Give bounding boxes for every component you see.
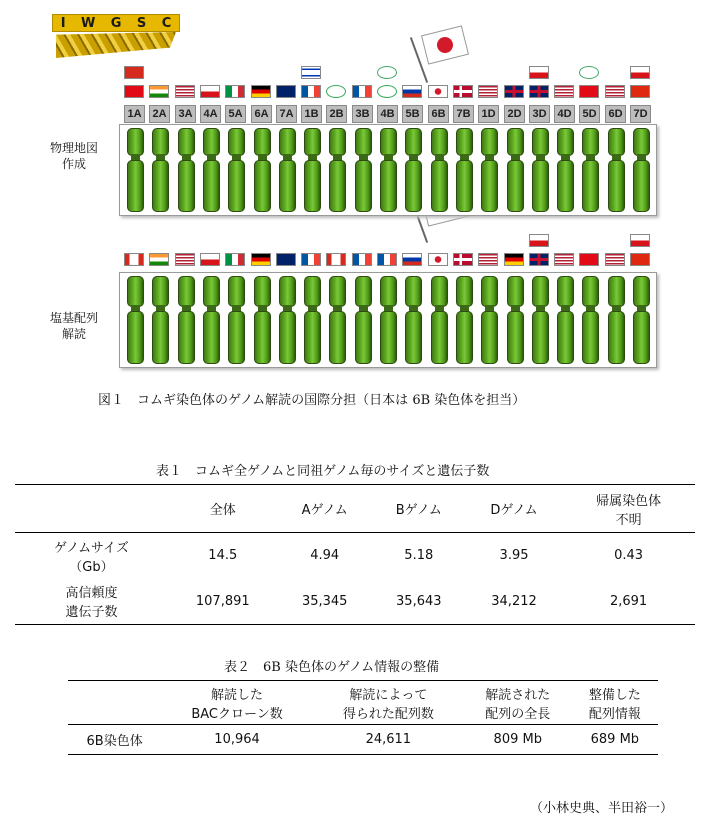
table-header-cell	[68, 681, 161, 725]
japan-flag-icon	[428, 253, 448, 266]
chromosome-3B	[355, 128, 372, 212]
chromosome-2B	[329, 276, 346, 364]
uk-flag-icon	[529, 253, 549, 266]
germany-flag-icon	[251, 253, 271, 266]
table-cell: 10,964	[214, 732, 260, 747]
russia-flag-icon	[402, 253, 422, 266]
table2	[68, 680, 658, 755]
turkey-flag-icon	[124, 85, 144, 98]
sequencing-chromosome-panel	[119, 272, 657, 368]
chromosome-7B	[456, 276, 473, 364]
chromosome-2A	[152, 276, 169, 364]
chromosome-3D	[532, 276, 549, 364]
australia-flag-icon	[276, 85, 296, 98]
chromosome-4D	[557, 276, 574, 364]
logo-letter: I	[60, 15, 66, 31]
table1-caption: 表１ コムギ全ゲノムと同祖ゲノム毎のサイズと遺伝子数	[156, 464, 490, 479]
table-header-cell: Aゲノム	[301, 503, 348, 518]
chromosome-5D	[582, 128, 599, 212]
table-cell: 14.5	[208, 548, 238, 564]
chromosome-5B	[405, 276, 422, 364]
table-cell: 0.43	[614, 548, 644, 564]
japan-flag-icon	[428, 85, 448, 98]
italy-flag-icon	[225, 85, 245, 98]
wheat-ear-image	[56, 32, 176, 58]
table-cell: 35,643	[396, 593, 442, 609]
row-label: 6B染色体	[86, 734, 143, 749]
usa-flag-icon	[175, 85, 195, 98]
logo-bayer-flag-icon	[377, 66, 397, 79]
chromosome-1B	[304, 276, 321, 364]
chromosome-label-1D: 1D	[478, 105, 499, 123]
logo-letter: W	[81, 15, 96, 31]
usa-flag-icon	[605, 85, 625, 98]
table-header-cell	[15, 485, 168, 533]
authors: （小林史典、半田裕一）	[530, 801, 674, 816]
row-label: 高信頼度 遺伝子数	[65, 586, 118, 621]
chromosome-6D	[608, 276, 625, 364]
table-row	[15, 533, 695, 579]
china-flag-icon	[630, 253, 650, 266]
chromosome-6B	[431, 276, 448, 364]
table1	[15, 484, 695, 625]
chromosome-2D	[507, 276, 524, 364]
canada-flag-icon	[326, 253, 346, 266]
row-label-sequencing: 塩基配列 解読	[49, 311, 98, 341]
usa-flag-icon	[554, 253, 574, 266]
chromosome-4D	[557, 128, 574, 212]
chromosome-2B	[329, 128, 346, 212]
chromosome-7A	[279, 128, 296, 212]
usa-flag-icon	[554, 85, 574, 98]
italy-flag-icon	[225, 253, 245, 266]
france-flag-icon	[301, 253, 321, 266]
physical-map-chromosome-panel	[119, 124, 657, 216]
chromosome-3B	[355, 276, 372, 364]
czech-flag-icon	[200, 85, 220, 98]
row-label: ゲノムサイズ （Gb）	[54, 540, 129, 575]
chromosome-label-2D: 2D	[504, 105, 525, 123]
turkey-flag-icon	[579, 85, 599, 98]
chromosome-label-3B: 3B	[352, 105, 373, 123]
table-cell: 35,345	[301, 593, 348, 609]
table-cell: 24,611	[365, 732, 412, 747]
chromosome-7A	[279, 276, 296, 364]
chromosome-1A	[127, 128, 144, 212]
chromosome-label-6A: 6A	[251, 105, 272, 123]
table-header-cell: 解読によって 得られた配列数	[342, 687, 434, 722]
chromosome-label-7B: 7B	[453, 105, 474, 123]
norway-flag-icon	[453, 85, 473, 98]
chromosome-5B	[405, 128, 422, 212]
chromosome-3A	[178, 276, 195, 364]
chromosome-4A	[203, 128, 220, 212]
japan-big-flag-icon	[421, 25, 469, 64]
chromosome-label-7D: 7D	[630, 105, 651, 123]
chromosome-6B	[431, 128, 448, 212]
table-header-cell: 全体	[209, 503, 236, 518]
turkey-flag-icon	[579, 253, 599, 266]
chromosome-label-5D: 5D	[579, 105, 600, 123]
table-row	[15, 579, 695, 625]
norway-flag-icon	[453, 253, 473, 266]
chromosome-label-6B: 6B	[428, 105, 449, 123]
canada-flag-icon	[124, 253, 144, 266]
table-cell: 34,212	[491, 593, 537, 609]
chromosome-label-4B: 4B	[377, 105, 398, 123]
logo-letter: S	[136, 15, 147, 31]
chromosome-4A	[203, 276, 220, 364]
table-row	[68, 725, 658, 755]
chromosome-label-7A: 7A	[276, 105, 297, 123]
chromosome-label-3D: 3D	[529, 105, 550, 123]
czech-flag-icon	[529, 234, 549, 247]
uk-flag-icon	[504, 85, 524, 98]
chromosome-2A	[152, 128, 169, 212]
sweden-logo-flag-icon	[377, 85, 397, 98]
table-cell: 3.95	[499, 548, 529, 564]
table-cell: 5.18	[404, 548, 434, 564]
logo-bayer-flag-icon	[579, 66, 599, 79]
logo-letter: G	[110, 15, 122, 31]
chromosome-7D	[633, 128, 650, 212]
usa-flag-icon	[605, 253, 625, 266]
logo-letter: C	[161, 15, 172, 31]
czech-flag-icon	[630, 66, 650, 79]
russia-flag-icon	[402, 85, 422, 98]
chromosome-4B	[380, 128, 397, 212]
france-flag-icon	[301, 85, 321, 98]
chromosome-4B	[380, 276, 397, 364]
chromosome-6D	[608, 128, 625, 212]
chromosome-3D	[532, 128, 549, 212]
chromosome-1D	[481, 276, 498, 364]
chromosome-5A	[228, 128, 245, 212]
chromosome-label-1B: 1B	[301, 105, 322, 123]
iwgsc-logo	[52, 14, 180, 60]
table-cell: 2,691	[609, 593, 648, 609]
sweden-logo-flag-icon	[326, 85, 346, 98]
germany-flag-icon	[504, 253, 524, 266]
table-header-cell: Dゲノム	[490, 503, 538, 518]
germany-flag-icon	[251, 85, 271, 98]
chromosome-1B	[304, 128, 321, 212]
chromosome-7D	[633, 276, 650, 364]
usa-flag-icon	[478, 85, 498, 98]
chromosome-1D	[481, 128, 498, 212]
table-cell: 4.94	[310, 548, 340, 564]
china-flag-icon	[630, 85, 650, 98]
figure1-caption: 図１ コムギ染色体のゲノム解読の国際分担（日本は 6B 染色体を担当）	[98, 393, 526, 408]
chromosome-label-4A: 4A	[200, 105, 221, 123]
chromosome-6A	[254, 128, 271, 212]
usa-flag-icon	[175, 253, 195, 266]
table-header-cell: 解読した BACクローン数	[191, 687, 283, 722]
chromosome-label-6D: 6D	[605, 105, 626, 123]
chromosome-5A	[228, 276, 245, 364]
australia-flag-icon	[276, 253, 296, 266]
usa-flag-icon	[478, 253, 498, 266]
uk-flag-icon	[529, 85, 549, 98]
chromosome-2D	[507, 128, 524, 212]
iwgsc-logo-letters	[52, 14, 180, 32]
chromosome-label-2B: 2B	[326, 105, 347, 123]
chromosome-3A	[178, 128, 195, 212]
czech-flag-icon	[200, 253, 220, 266]
chromosome-label-1A: 1A	[124, 105, 145, 123]
israel-flag-icon	[301, 66, 321, 79]
table-cell: 689 Mb	[590, 732, 640, 747]
row-label-physical-map: 物理地図 作成	[49, 141, 98, 171]
france-flag-icon	[352, 253, 372, 266]
chromosome-1A	[127, 276, 144, 364]
table-cell: 809 Mb	[493, 732, 542, 747]
chromosome-label-4D: 4D	[554, 105, 575, 123]
czech-flag-icon	[529, 66, 549, 79]
chromosome-6A	[254, 276, 271, 364]
table-header-cell: 帰属染色体 不明	[596, 493, 662, 528]
chromosome-7B	[456, 128, 473, 212]
chromosome-label-3A: 3A	[175, 105, 196, 123]
india-flag-icon	[149, 253, 169, 266]
table-header-cell: 解読された 配列の全長	[485, 687, 551, 722]
chromosome-label-2A: 2A	[149, 105, 170, 123]
france-flag-icon	[352, 85, 372, 98]
table2-caption: 表２ 6B 染色体のゲノム情報の整備	[224, 660, 440, 675]
table-cell: 107,891	[195, 593, 250, 609]
india-flag-icon	[149, 85, 169, 98]
table-header-cell: 整備した 配列情報	[588, 687, 641, 722]
chromosome-5D	[582, 276, 599, 364]
france-flag-icon	[377, 253, 397, 266]
chromosome-label-5B: 5B	[402, 105, 423, 123]
table-header-cell: Bゲノム	[395, 503, 442, 518]
chromosome-label-5A: 5A	[225, 105, 246, 123]
czech-flag-icon	[630, 234, 650, 247]
switzerland-flag-icon	[124, 66, 144, 79]
